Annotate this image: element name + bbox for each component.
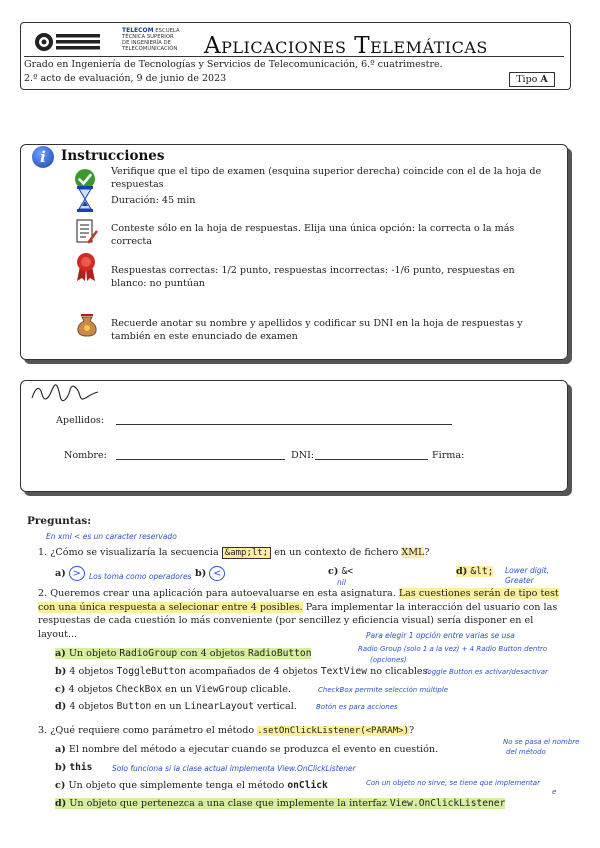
nombre-field[interactable] bbox=[116, 459, 285, 460]
q1-option-c[interactable]: c) &< bbox=[328, 566, 354, 577]
q1-note-a: Los toma como operadores bbox=[89, 572, 192, 581]
info-icon: i bbox=[32, 146, 54, 168]
sack-icon bbox=[76, 311, 98, 337]
q1-note-c: nil bbox=[337, 578, 346, 587]
exam-type-box: Tipo A bbox=[509, 72, 555, 87]
instruction-text-2: Duración: 45 min bbox=[111, 195, 196, 206]
dni-field[interactable] bbox=[315, 459, 428, 460]
instruction-text-3: Conteste sólo en la hoja de respuestas. Elija una única opción: la correcta o la más correcta bbox=[111, 223, 515, 247]
q2-option-a[interactable]: a) Un objeto RadioGroup con 4 objetos RadioButton bbox=[55, 648, 312, 659]
hourglass-icon bbox=[77, 186, 93, 212]
q3-note-c2: e bbox=[552, 788, 557, 796]
q2-option-b[interactable]: b) 4 objetos ToggleButton acompañados de 4 objetos TextView no clicables. bbox=[55, 666, 431, 677]
questions-title: Preguntas: bbox=[27, 515, 92, 527]
q1-note-d: Lower digit, Greater bbox=[505, 566, 549, 585]
upv-logo bbox=[34, 30, 104, 54]
q2-note-b: Toggle Button es activar/desactivar bbox=[424, 668, 548, 676]
instruction-text-5: Recuerde anotar su nombre y apellidos y codificar su DNI en la hoja de respuestas y también en este enunciado de examen bbox=[111, 318, 523, 342]
apellidos-label: Apellidos: bbox=[56, 415, 105, 426]
apellidos-field[interactable] bbox=[116, 424, 452, 425]
personal-data-box bbox=[20, 380, 568, 492]
question-3-text: 3. ¿Qué requiere como parámetro el método .setOnClickListener(<PARAM>)? bbox=[38, 725, 415, 736]
q2-option-d[interactable]: d) 4 objetos Button en un LinearLayout vertical. bbox=[55, 701, 297, 712]
q1-option-d[interactable]: d) &lt; bbox=[456, 566, 494, 577]
q3-code: .setOnClickListener(<PARAM>) bbox=[257, 726, 409, 736]
question-2-text: 2. Queremos crear una aplicación para autoevaluarse en esta asignatura. Las cuestiones serán de tipo test con una única respuesta a selecionar entre 4 posibles. Para implementar la interacción del usuario con las respuestas de cada cuestión lo más conveniente (por sencillez y eficiencia visual) sería disponer en el layout... bbox=[38, 588, 559, 640]
handwritten-signature-icon bbox=[30, 384, 100, 402]
q3-note-b: Solo funciona si la clase actual implementa View.OnClickListener bbox=[112, 764, 356, 773]
q2-option-c[interactable]: c) 4 objetos CheckBox en un ViewGroup clicable. bbox=[55, 684, 291, 695]
ribbon-award-icon bbox=[75, 252, 97, 282]
q2-note-top: Para elegir 1 opción entre varias se usa bbox=[366, 631, 515, 640]
instructions-title: Instrucciones bbox=[61, 148, 165, 164]
q1-code: &amp;lt; bbox=[222, 547, 271, 559]
nombre-label: Nombre: bbox=[64, 450, 107, 461]
q2-note-c: CheckBox permite selección múltiple bbox=[318, 686, 449, 694]
q2-note-d: Botón es para acciones bbox=[316, 703, 398, 711]
degree-line: Grado en Ingeniería de Tecnologías y Servicios de Telecomunicación, 6.º cuatrimestre. bbox=[24, 59, 443, 70]
instruction-text-1: Verifique que el tipo de examen (esquina superior derecha) coincide con el de la hoja de respuestas bbox=[111, 166, 542, 190]
header-divider bbox=[24, 56, 564, 57]
q3-note-c: Con un objeto no sirve, se tiene que implementar bbox=[366, 779, 540, 787]
exam-act-line: 2.º acto de evaluación, 9 de junio de 2023 bbox=[24, 73, 227, 84]
q2-note-a1: Radio Group (solo 1 a la vez) + 4 Radio Button dentro bbox=[358, 645, 548, 653]
document-pencil-icon bbox=[76, 219, 98, 245]
q1-option-b[interactable]: b) < bbox=[195, 566, 225, 581]
q3-note-a1: No se pasa el nombre bbox=[503, 738, 580, 746]
instruction-text-4: Respuestas correctas: 1/2 punto, respuestas incorrectas: -1/6 punto, respuestas en blanco: no puntúan bbox=[111, 265, 515, 289]
q3-note-a2: del método bbox=[506, 748, 546, 756]
firma-label: Firma: bbox=[432, 450, 465, 461]
dni-label: DNI: bbox=[291, 450, 315, 461]
q3-option-b[interactable]: b) this bbox=[55, 762, 93, 773]
q3-option-c[interactable]: c) Un objeto que simplemente tenga el método onClick bbox=[55, 780, 328, 791]
q3-option-d[interactable]: d) Un objeto que pertenezca a una clase que implemente la interfaz View.OnClickListener bbox=[55, 798, 506, 809]
q1-note-top: En xml < es un caracter reservado bbox=[46, 532, 177, 541]
q3-option-a[interactable]: a) El nombre del método a ejecutar cuando se produzca el evento en cuestión. bbox=[55, 744, 439, 755]
q2-note-a2: (opciones) bbox=[370, 656, 407, 664]
page-title: Aplicaciones Telemáticas bbox=[204, 33, 488, 59]
question-1-text: 1. ¿Cómo se visualizaría la secuencia &amp;lt; en un contexto de fichero XML? bbox=[38, 547, 430, 558]
telecom-logo: TELECOM ESCUELA TÉCNICA SUPERIOR DE INGENIERÍA DE TELECOMUNICACIÓN bbox=[122, 27, 180, 52]
q1-option-a[interactable]: a) > bbox=[55, 566, 85, 581]
